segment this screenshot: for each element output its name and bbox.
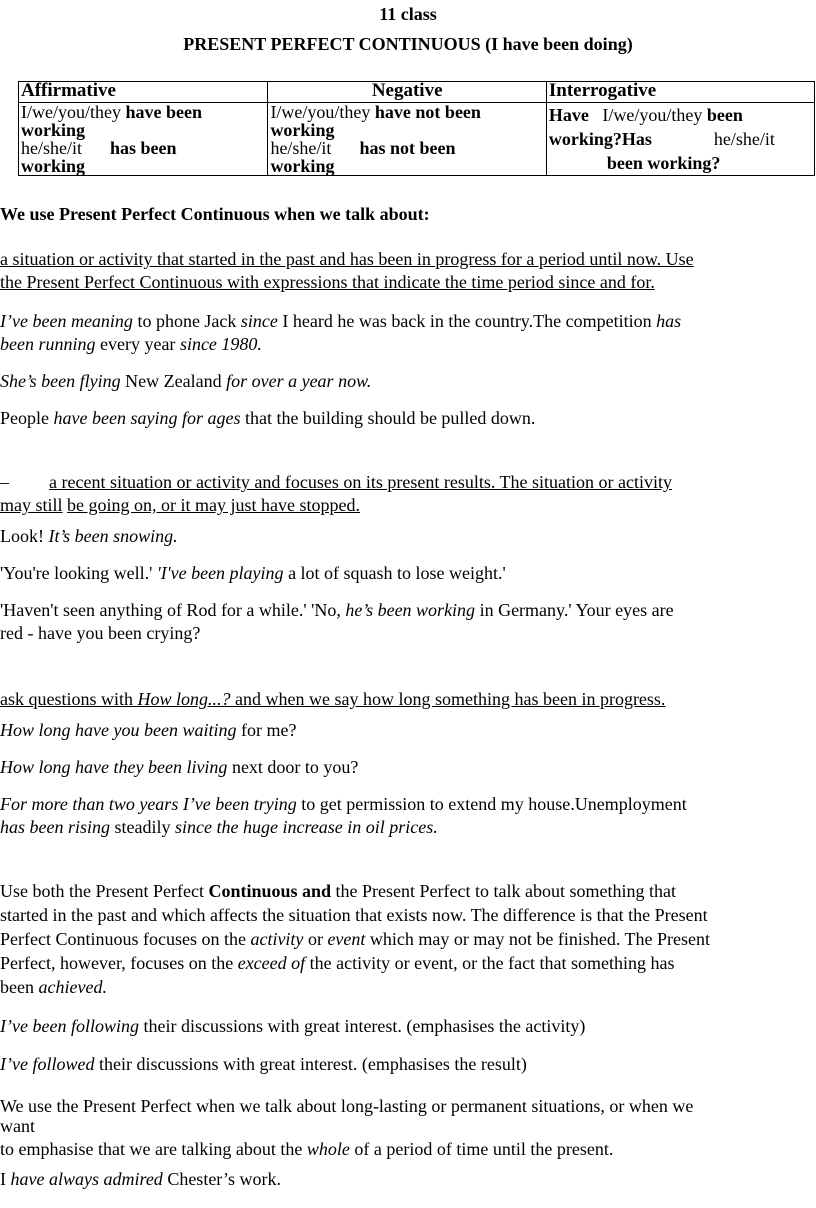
example-9-line2: has been rising steadily since the huge increase in oil prices.: [0, 817, 438, 837]
use3-line: ask questions with How long...? and when we say how long something has been in progress.: [0, 689, 666, 709]
example-10: I’ve been following their discussions with great interest. (emphasises the activity): [0, 1016, 586, 1036]
affirmative-cell: [19, 103, 268, 176]
affirmative-verb-plural-end: working: [21, 120, 86, 140]
conjugation-table: [18, 81, 815, 176]
affirmative-verb-singular: has been: [110, 138, 177, 158]
negative-verb-plural: have not been: [374, 102, 481, 122]
intro-heading: We use Present Perfect Continuous when we talk about:: [0, 204, 430, 224]
negative-cell: [268, 103, 546, 176]
negative-subject-singular: he/she/it: [270, 138, 332, 158]
example-11: I’ve followed their discussions with great interest. (emphasises the result): [0, 1054, 527, 1074]
affirmative-verb-singular-end: working: [21, 156, 86, 176]
example-4: Look! It’s been snowing.: [0, 526, 178, 546]
header-negative: Negative: [268, 82, 546, 103]
example-12: I have always admired Chester’s work.: [0, 1169, 281, 1189]
example-6-line1: 'Haven't seen anything of Rod for a while.' 'No, he’s been working in Germany.' Your eyes are: [0, 600, 674, 620]
comparison-para-line4: Perfect, however, focuses on the exceed of the activity or event, or the fact that something has: [0, 953, 675, 973]
example-6-line2: red - have you been crying?: [0, 623, 201, 643]
comparison-para-line5: been achieved.: [0, 977, 107, 997]
use2-line1: – a recent situation or activity and focuses on its present results. The situation or activity: [0, 472, 673, 492]
example-9-line1: For more than two years I’ve been trying to get permission to extend my house.Unemployment: [0, 794, 687, 814]
permanent-para-line2: want: [0, 1116, 35, 1136]
interrogative-cell: [546, 103, 814, 176]
example-2: She’s been flying New Zealand for over a year now.: [0, 371, 372, 391]
affirmative-subject-plural: I/we/you/they: [21, 102, 121, 122]
page-title: PRESENT PERFECT CONTINUOUS (I have been doing): [183, 34, 633, 54]
class-heading: 11 class: [379, 4, 437, 24]
interrogative-verb-singular: been working?: [606, 153, 721, 173]
interrogative-verb-plural: been: [706, 105, 743, 125]
negative-verb-singular-end: working: [270, 156, 335, 176]
example-8: How long have they been living next door to you?: [0, 757, 359, 777]
permanent-para-line1: We use the Present Perfect when we talk about long-lasting or permanent situations, or when we: [0, 1096, 694, 1116]
use1-line1: a situation or activity that started in the past and has been in progress for a period until now. Use: [0, 249, 694, 269]
header-affirmative: Affirmative: [19, 82, 268, 103]
affirmative-verb-plural: have been: [125, 102, 202, 122]
example-1-line1: I’ve been meaning to phone Jack since I heard he was back in the country.The competition has: [0, 311, 682, 331]
negative-verb-plural-end: working: [270, 120, 335, 140]
example-5: 'You're looking well.' 'I've been playing a lot of squash to lose weight.': [0, 563, 506, 583]
table-header-row: [19, 82, 815, 103]
negative-subject-plural: I/we/you/they: [270, 102, 371, 122]
use1-line2: the Present Perfect Continuous with expressions that indicate the time period since and for.: [0, 272, 655, 292]
affirmative-subject-singular: he/she/it: [21, 138, 82, 158]
interrogative-subject-plural: I/we/you/they: [602, 105, 703, 125]
interrogative-subject-singular: he/she/it: [713, 129, 775, 149]
use2-line2: may still be going on, or it may just have stopped.: [0, 495, 360, 515]
example-1-line2: been running every year since 1980.: [0, 334, 262, 354]
interrogative-aux-plural: Have: [548, 105, 589, 125]
example-7: How long have you been waiting for me?: [0, 720, 297, 740]
example-3: People have been saying for ages that the building should be pulled down.: [0, 408, 536, 428]
permanent-para-line3: to emphasise that we are talking about the whole of a period of time until the present.: [0, 1139, 614, 1159]
comparison-para-line2: started in the past and which affects the situation that exists now. The difference is that the Present: [0, 905, 708, 925]
comparison-para-line1: Use both the Present Perfect Continuous and the Present Perfect to talk about something that: [0, 881, 676, 901]
header-interrogative: Interrogative: [546, 82, 814, 103]
negative-verb-singular: has not been: [359, 138, 456, 158]
interrogative-verb-plural-end: working?: [548, 129, 622, 149]
interrogative-aux-singular: Has: [621, 129, 652, 149]
table-row: [19, 103, 815, 176]
comparison-para-line3: Perfect Continuous focuses on the activity or event which may or may not be finished. The Present: [0, 929, 710, 949]
